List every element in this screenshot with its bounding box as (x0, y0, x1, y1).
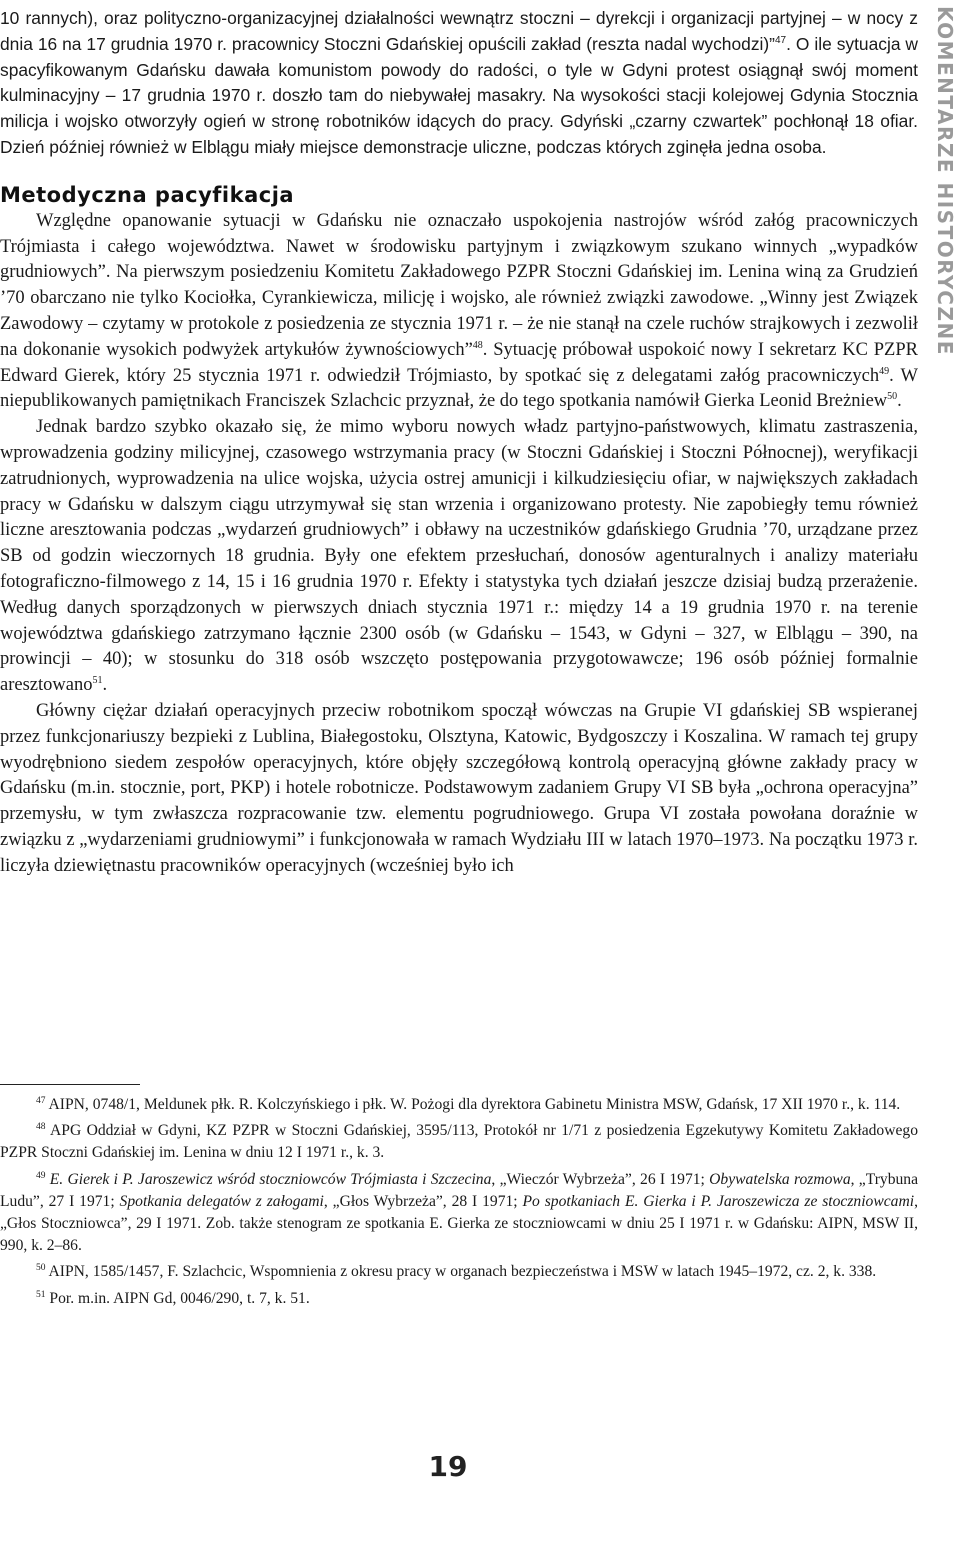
footnote-ref-50[interactable]: 50 (887, 391, 898, 403)
footnote-ref-51[interactable]: 51 (92, 674, 103, 686)
footnote-text: , „Trybuna Ludu”, 27 I 1971; (0, 1170, 919, 1210)
page-number: 19 (428, 1450, 468, 1483)
footnote-text: , „Głos Stoczniowca”, 29 I 1971. Zob. także stenogram ze spotkania E. Gierka ze stoczniowcami w dniu 25 I 1971 r. w Gdańsku: AIPN, MSW II, 990, k. 2–86. (0, 1192, 918, 1255)
footnote-number: 50 (36, 1263, 46, 1274)
footnote-title: E. Gierek i P. Jaroszewicz wśród stoczniowców Trójmiasta i Szczecina (49, 1170, 492, 1188)
footnote-number: 47 (36, 1095, 46, 1106)
footnote-51 (0, 1288, 918, 1310)
footnote-text: , „Wieczór Wybrzeża”, 26 I 1971; (491, 1170, 710, 1188)
footnote-ref-47[interactable]: 47 (774, 35, 787, 46)
para2-text-b: . Sytuację próbował uspokoić nowy I sekretarz KC PZPR Edward Gierek, który 25 stycznia 1971 r. odwiedził Trójmiasto, by spotkać się z delegatami załóg pracowniczych (0, 339, 918, 386)
footnote-text: AIPN, 1585/1457, F. Szlachcic, Wspomnienia z okresu pracy w organach bezpieczeństwa i MSW w latach 1945–1972, cz. 2, k. 338. (48, 1263, 877, 1281)
footnote-text: , „Głos Wybrzeża”, 28 I 1971; (323, 1192, 523, 1210)
footnote-title: Spotkania delegatów z załogami (119, 1192, 324, 1210)
article-body (0, 6, 918, 880)
footnote-50 (0, 1261, 918, 1283)
para3-text-a: Jednak bardzo szybko okazało się, że mimo wyboru nowych władz partyjno-państwowych, klimatu zastraszenia, wprowadzenia godziny milicyjnej, czasowego wstrzymania pracy (w Stoczni Gdańskiej i Stoczni Północnej), weryfikacji zatrudnionych, wyprowadzenia na ulice wojska, użycia ostrej amunicji i kilkudziesięciu ofiar, w największych zakładach pracy w Gdańsku w dalszym ciągu utrzymywał się stan wrzenia i organizowano protesty. Nie zapobiegły temu również liczne aresztowania podczas „wydarzeń grudniowych” i obławy na uczestników gdańskiego Grudnia ’70, urządzane przez SB od godzin wieczornych 18 grudnia. Były one efektem przesłuchań, donosów agenturalnych i analizy materiału fotograficzno-filmowego z 14, 15 i 16 grudnia 1970 r. Efekty i statystyka tych działań jeszcze dzisiaj budzą przerażenie. Według danych sporządzonych w pierwszych dniach stycznia 1971 r.: między 14 a 19 grudnia 1970 r. na terenie województwa gdańskiego zatrzymano łącznie 2300 osób (w Gdańsku – 1543, w Gdyni – 327, w Elblągu – 390, na prowincji – 40); w stosunku do 318 osób wszczęto postępowania przygotowawcze; 196 osób później formalnie aresztowano (0, 417, 918, 696)
para3-text-b: . (102, 675, 108, 696)
footnote-47 (0, 1094, 918, 1116)
para1-text-b: . O ile sytuacja w spacyfikowanym Gdańsku dawała komunistom powody do radości, o tyle w Gdyni protest osiągnął swój moment kulminacyjny – 17 grudnia 1970 r. doszło tam do niebywałej masakry. Na wysokości stacji kolejowej Gdynia Stocznia milicja i wojsko otworzyły ogień w stronę robotników idących do pracy. Gdyński „czarny czwartek” pochłonął 18 ofiar. Dzień później również w Elblągu miały miejsce demonstracje uliczne, podczas których zginęła jedna osoba. (0, 33, 918, 157)
footnote-ref-49[interactable]: 49 (879, 365, 890, 377)
para1-text-a: 10 rannych), oraz polityczno-organizacyjnej działalności wewnątrz stoczni – dyrekcji i organizacji partyjnej – w nocy z dnia 16 na 17 grudnia 1970 r. pracownicy Stoczni Gdańskiej opuścili zakład (reszta nadal wychodzi)” (0, 8, 918, 54)
section-side-label (932, 6, 958, 746)
footnote-48 (0, 1120, 918, 1164)
footnote-number: 48 (36, 1122, 46, 1133)
para2-text-a: Względne opanowanie sytuacji w Gdańsku nie oznaczało uspokojenia nastrojów wśród załóg pracowniczych Trójmiasta i całego województwa. Nawet w środowisku partyjnym i związkowym szukano winnych „wypadków grudniowych”. Na pierwszym posiedzeniu Komitetu Zakładowego PZPR Stoczni Gdańskiej im. Lenina winą za Grudzień ’70 obarczano nie tylko Kociołka, Cyrankiewicza, milicję i wojsko, ale również związki zawodowe. „Winny jest Związek Zawodowy – czytamy w protokole z posiedzenia ze stycznia 1971 r. – że nie stanął na czele ruchów strajkowych i zezwolił na dokonanie wysokich podwyżek artykułów żywnościowych” (0, 210, 918, 360)
para2-text-c: . W niepublikowanych pamiętnikach Franciszek Szlachcic przyznał, że do tego spotkania namówił Gierka Leonid Breżniew (0, 365, 918, 412)
footnotes (0, 1094, 918, 1314)
footnote-49 (0, 1169, 918, 1258)
footnote-text: Por. m.in. AIPN Gd, 0046/290, t. 7, k. 51. (49, 1289, 310, 1307)
footnote-divider (0, 1084, 140, 1085)
paragraph-continued (0, 6, 918, 161)
footnote-ref-48[interactable]: 48 (472, 339, 483, 351)
footnote-text: APG Oddział w Gdyni, KZ PZPR w Stoczni Gdańskiej, 3595/113, Protokół nr 1/71 z posiedzenia Egzekutywy Komitetu Zakładowego PZPR Stoczni Gdańskiej im. Lenina w dniu 12 I 1971 r., k. 3. (0, 1122, 918, 1162)
footnote-number: 49 (36, 1170, 46, 1181)
section-heading: Metodyczna pacyfikacja (0, 182, 295, 207)
paragraph-2 (0, 209, 918, 415)
footnote-title: Obywatelska rozmowa (709, 1170, 851, 1188)
para2-text-d: . (897, 391, 902, 412)
side-label-text: KOMENTARZE HISTORYCZNE (933, 6, 957, 356)
footnote-number: 51 (36, 1289, 46, 1300)
footnote-title: Po spotkaniach E. Gierka i P. Jaroszewicza ze stoczniowcami (522, 1192, 915, 1210)
paragraph-3 (0, 415, 918, 699)
footnote-text: AIPN, 0748/1, Meldunek płk. R. Kolczyńskiego i płk. W. Pożogi dla dyrektora Gabinetu Ministra MSW, Gdańsk, 17 XII 1970 r., k. 114. (48, 1096, 901, 1113)
para4-text: Główny ciężar działań operacyjnych przeciw robotnikom spoczął wówczas na Grupie VI gdańskiej SB wspieranej przez funkcjonariuszy bezpieki z Lublina, Białegostoku, Olsztyna, Katowic, Bydgoszczy i Koszalina. W ramach tej grupy wyodrębniono siedem zespołów operacyjnych, które objęły szczegółową kontrolą operacyjną główne zakłady pracy w Gdańsku (m.in. stocznie, port, PKP) i hotele robotnicze. Podstawowym zadaniem Grupy VI SB była „ochrona operacyjna” przemysłu, w tym zwłaszcza rozpracowanie tzw. elementu pogrudniowego. Grupa VI została powołana doraźnie w związku z „wydarzeniami grudniowymi” i funkcjonowała w ramach Wydziału III w latach 1970–1973. Na początku 1973 r. liczyła dziewiętnastu pracowników operacyjnych (wcześniej było ich (0, 700, 918, 876)
paragraph-4 (0, 699, 918, 880)
